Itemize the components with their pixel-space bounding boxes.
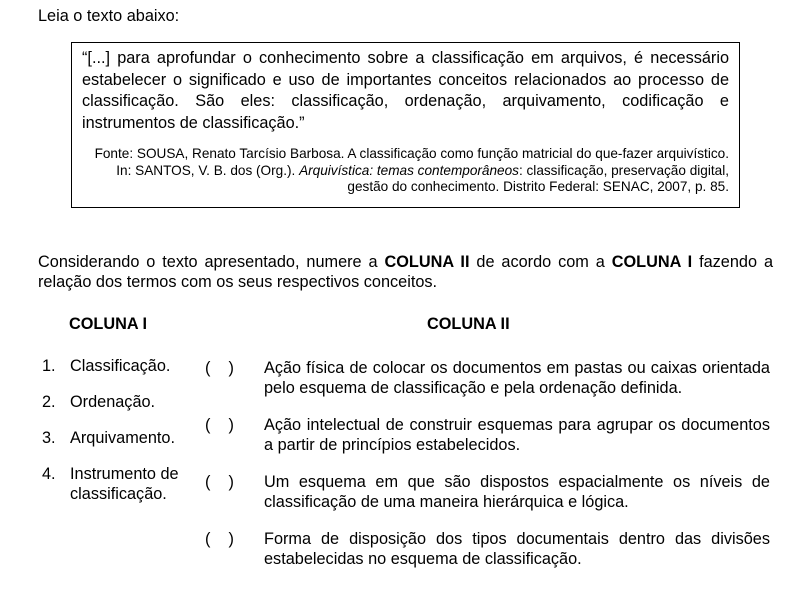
column-2-header: COLUNA II — [427, 315, 510, 333]
instructions-part-3: fazendo a relação dos termos com os seus respectivos conceitos. — [38, 253, 773, 291]
column-2-item — [205, 472, 770, 512]
source-citation — [82, 146, 729, 196]
source-suffix: : classificação, preservação digital, gestão do conhecimento. Distrito Federal: SENAC, 2007, p. 85. — [347, 162, 729, 194]
column-1-item-text: Instrumento de classificação. — [70, 465, 179, 503]
column-1-header: COLUNA I — [69, 315, 148, 333]
column-1-item — [38, 392, 205, 412]
answer-blank[interactable]: ( ) — [205, 359, 234, 377]
instructions-bold-1: COLUNA II — [384, 253, 470, 271]
column-2-item — [205, 358, 770, 398]
intro-text: Leia o texto abaixo: — [38, 7, 180, 25]
column-2-list — [205, 358, 770, 569]
column-1-item-number: 3. — [42, 429, 56, 447]
column-1-item — [38, 356, 205, 376]
quote-text: “[...] para aprofundar o conhecimento sobre a classificação em arquivos, é necessário estabelecer o significado e uso de importantes conceitos relacionados ao processo de classificação. São eles: classificação, ordenação, arquivamento, codificação e instrumentos de classificação.” — [82, 49, 729, 132]
column-1-item — [38, 464, 205, 504]
instructions-part-2: de acordo com a — [469, 253, 612, 271]
answer-blank[interactable]: ( ) — [205, 530, 234, 548]
quote-box — [71, 42, 740, 208]
column-1-item-text: Ordenação. — [70, 393, 156, 411]
answer-blank[interactable]: ( ) — [205, 416, 234, 434]
column-1-item — [38, 428, 205, 448]
column-2-item-text: Forma de disposição dos tipos documentais dentro das divisões estabelecidas no esquema de classificação. — [264, 530, 770, 568]
column-2-item-text: Ação física de colocar os documentos em pastas ou caixas orientada pelo esquema de classificação e pela ordenação definida. — [264, 359, 770, 397]
column-2-item — [205, 529, 770, 569]
column-1-item-number: 4. — [42, 465, 56, 483]
instructions-part-1: Considerando o texto apresentado, numere a — [38, 253, 385, 271]
column-2-item-text: Um esquema em que são dispostos espacialmente os níveis de classificação de uma maneira hierárquica e lógica. — [264, 473, 770, 511]
column-2-item-text: Ação intelectual de construir esquemas para agrupar os documentos a partir de princípios estabelecidos. — [264, 416, 770, 454]
column-1-item-text: Classificação. — [70, 357, 171, 375]
column-1-list — [38, 356, 205, 504]
answer-blank[interactable]: ( ) — [205, 473, 234, 491]
column-1-item-number: 2. — [42, 393, 56, 411]
column-1-item-number: 1. — [42, 357, 56, 375]
source-prefix: Fonte: SOUSA, Renato Tarcísio Barbosa. A classificação como função matricial do que-fazer arquivístico. In: SANTOS, V. B. dos (Org.). — [94, 146, 729, 178]
instructions-bold-2: COLUNA I — [611, 253, 693, 271]
column-2-item — [205, 415, 770, 455]
column-1-item-text: Arquivamento. — [70, 429, 175, 447]
source-title: Arquivística: temas contemporâneos — [299, 162, 519, 178]
instructions-text — [38, 252, 773, 292]
